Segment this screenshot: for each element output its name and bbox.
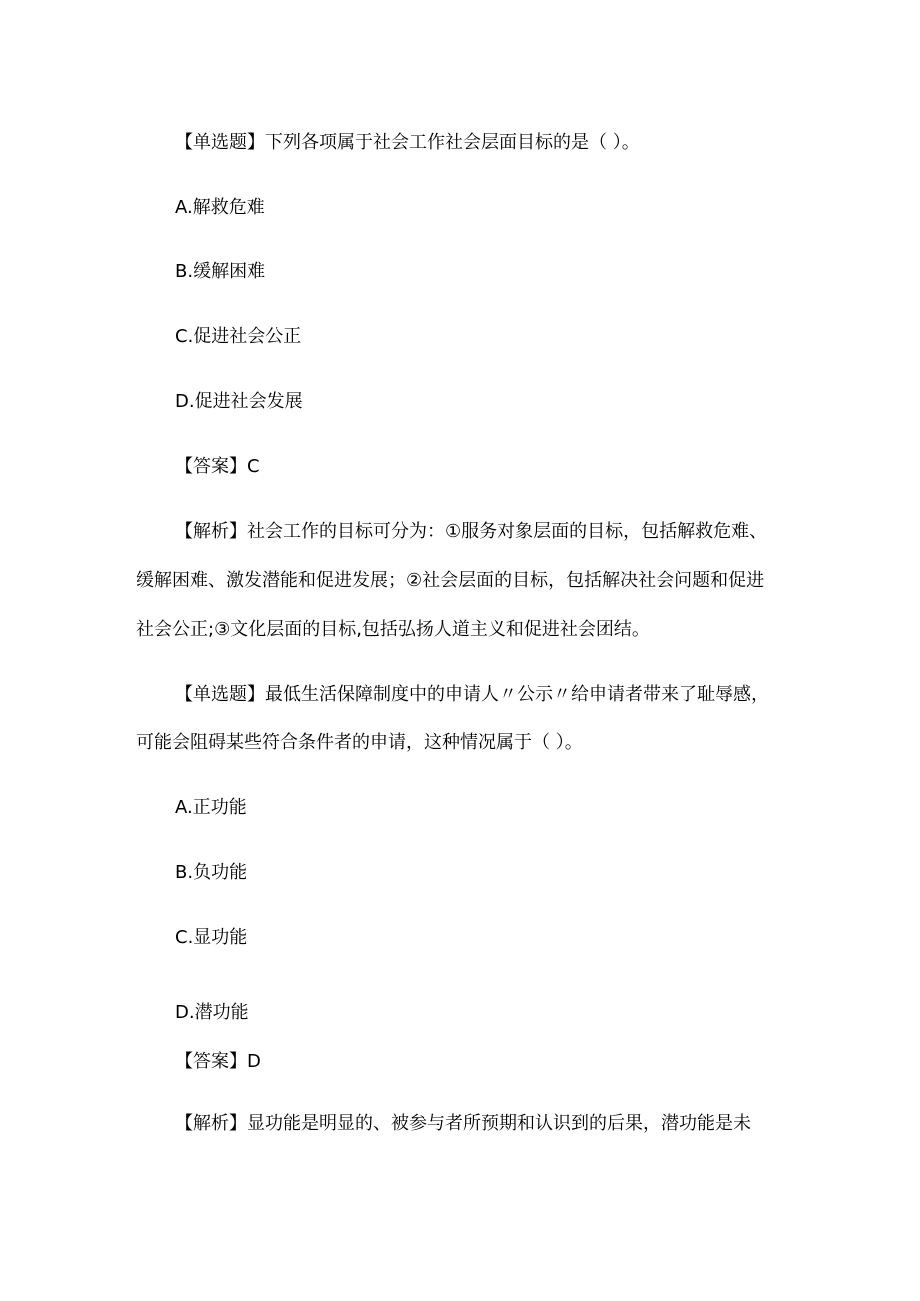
question-1-option-d: D.促进社会发展	[175, 391, 303, 412]
question-2-option-d: D.潜功能	[175, 1002, 249, 1023]
question-1-analysis-line-2: 缓解困难、激发潜能和促进发展；②社会层面的目标，包括解决社会问题和促进	[136, 570, 765, 591]
question-1-option-b: B.缓解困难	[175, 261, 266, 282]
question-1-answer: 【答案】C	[175, 456, 260, 477]
question-1-option-a: A.解救危难	[175, 197, 265, 218]
question-2-option-b: B.负功能	[175, 862, 248, 883]
question-2-stem-line-1: 【单选题】最低生活保障制度中的申请人〃公示〃给申请者带来了耻辱感，	[175, 684, 769, 705]
question-1-analysis-line-3: 社会公正;③文化层面的目标,包括弘扬人道主义和促进社会团结。	[136, 619, 650, 640]
question-1-stem: 【单选题】下列各项属于社会工作社会层面目标的是（ ）。	[175, 132, 640, 153]
question-2-answer: 【答案】D	[175, 1051, 261, 1072]
question-2-option-a: A.正功能	[175, 797, 247, 818]
question-2-analysis-line-1: 【解析】显功能是明显的、被参与者所预期和认识到的后果，潜功能是未	[175, 1113, 751, 1134]
question-2-stem-line-2: 可能会阻碍某些符合条件者的申请，这种情况属于（ ）。	[136, 732, 583, 753]
question-1-option-c: C.促进社会公正	[175, 326, 302, 347]
question-2-option-c: C.显功能	[175, 927, 248, 948]
question-1-analysis-line-1: 【解析】社会工作的目标可分为：①服务对象层面的目标，包括解救危难、	[175, 521, 768, 542]
